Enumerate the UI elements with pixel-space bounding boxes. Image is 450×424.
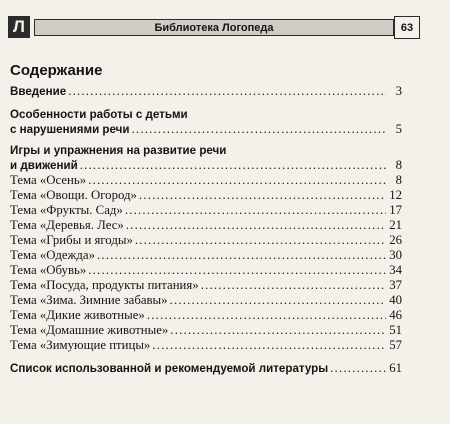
toc-entry-theme [10,203,402,218]
toc-entry-label: Тема «Деревья. Лес» [10,218,124,232]
toc-entry-section-2 [10,143,402,173]
leader-dots [201,278,386,293]
toc-entry-theme [10,308,402,323]
toc-entry-theme [10,323,402,338]
library-title: Библиотека Логопеда [154,21,274,34]
toc-entry-label: Тема «Фрукты. Сад» [10,203,123,217]
toc-entry-label: Тема «Грибы и ягоды» [10,233,133,247]
toc-entry-theme [10,218,402,233]
library-logo [8,16,30,38]
toc-entry-label: Тема «Обувь» [10,263,87,277]
page-number [394,16,420,39]
toc-entry-label: Тема «Овощи. Огород» [10,188,137,202]
toc-entry-theme [10,338,402,353]
leader-dots [80,158,386,173]
page-number-text: 63 [400,21,414,34]
toc-entry-label: Тема «Зима. Зимние забавы» [10,293,168,307]
leader-dots [152,338,386,353]
toc-title: Содержание [10,62,103,79]
leader-dots [88,263,386,278]
toc-entry-theme [10,293,402,308]
leader-dots [88,173,386,188]
toc-entry-theme [10,188,402,203]
toc-entry-label-line2: с нарушениями речи [10,123,130,136]
toc-entry-theme [10,248,402,263]
toc-entry-section-1 [10,107,402,137]
toc-entry-page: 40 [389,293,402,307]
table-of-contents [10,84,402,376]
leader-dots [126,218,386,233]
toc-entry-label: Список использованной и рекомендуемой литературы [10,362,329,375]
toc-entry-page: 12 [389,188,402,202]
leader-dots [139,188,386,203]
toc-entry-label-line1: Игры и упражнения на развитие речи [10,144,227,157]
page-header [8,16,412,38]
toc-entry-label: Введение [10,85,67,98]
leader-dots [170,293,386,308]
toc-entry-page: 51 [389,323,402,337]
toc-entry-page: 17 [389,203,402,217]
leader-dots [97,248,386,263]
leader-dots [125,203,386,218]
leader-dots [170,323,386,338]
leader-dots [330,361,386,376]
toc-entry-page: 57 [389,338,402,352]
toc-entry-page: 37 [389,278,402,292]
toc-entry-page: 5 [395,122,402,136]
toc-entry-label-line1: Особенности работы с детьми [10,108,188,121]
toc-entry-page: 26 [389,233,402,247]
toc-entry-theme [10,173,402,188]
toc-entry-theme [10,263,402,278]
toc-entry-theme [10,278,402,293]
toc-entry-literature [10,361,402,376]
toc-entry-theme [10,233,402,248]
leader-dots [68,84,386,99]
toc-entry-page: 21 [389,218,402,232]
library-title-bar [34,19,394,36]
toc-entry-label: Тема «Зимующие птицы» [10,338,151,352]
toc-entry-page: 3 [395,84,402,98]
toc-entry-page: 30 [389,248,402,262]
toc-entry-page: 8 [395,158,402,172]
leader-dots [132,122,386,137]
toc-entry-label: Тема «Осень» [10,173,87,187]
logo-letter: Л [13,17,25,36]
toc-entry-intro [10,84,402,99]
toc-entry-page: 34 [389,263,402,277]
toc-entry-page: 8 [395,173,402,187]
toc-entry-label: Тема «Дикие животные» [10,308,145,322]
toc-entry-label-line2: и движений [10,159,78,172]
toc-entry-page: 61 [389,361,402,375]
toc-entry-label: Тема «Одежда» [10,248,95,262]
toc-entry-label: Тема «Посуда, продукты питания» [10,278,199,292]
toc-entry-label: Тема «Домашние животные» [10,323,169,337]
leader-dots [135,233,386,248]
toc-entry-page: 46 [389,308,402,322]
leader-dots [147,308,386,323]
